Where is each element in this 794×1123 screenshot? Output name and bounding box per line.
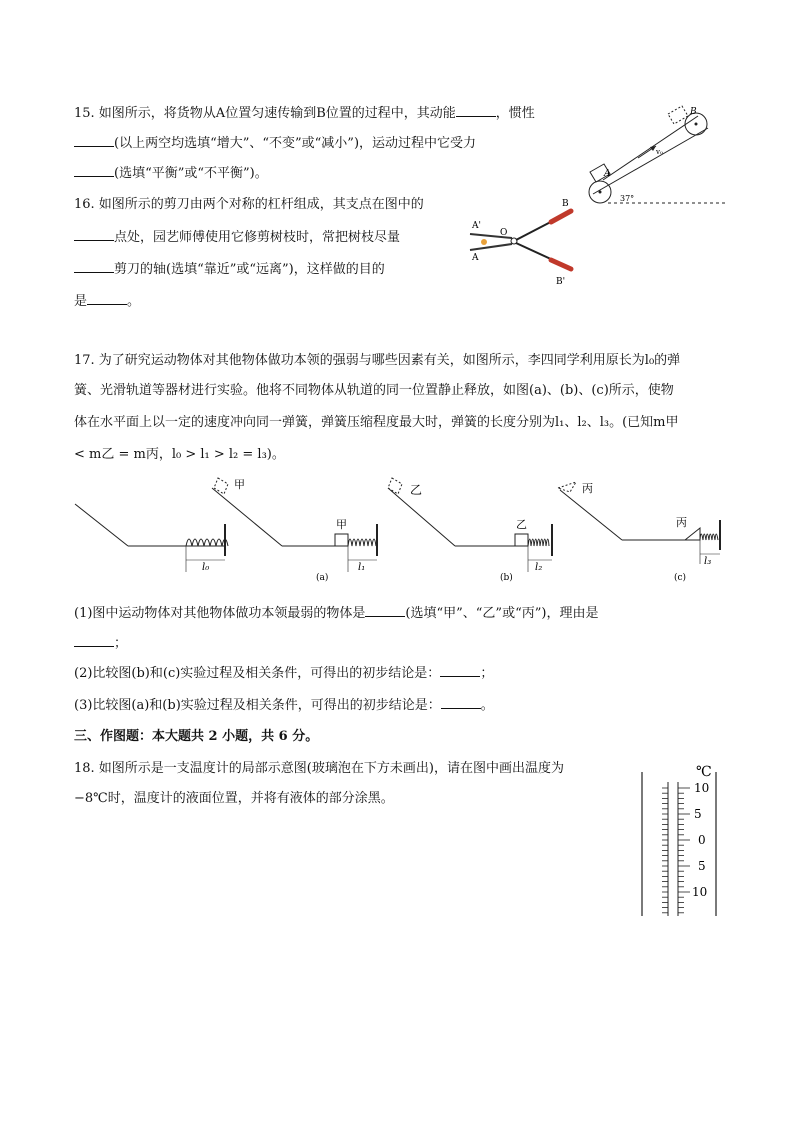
q15-blank-1[interactable] [456,104,496,117]
q17-blank-3[interactable] [440,664,480,677]
q17-line4: < m乙 = m丙，l₀ > l₁ > l₂ = l₃)。 [74,447,285,462]
label-l3: l₃ [704,556,712,567]
conveyor-angle: 37° [620,194,635,203]
q16-line4: 是 。 [74,294,141,309]
q17-line1: 17. 为了研究运动物体对其他物体做功本领的强弱与哪些因素有关，如图所示，李四同学利用原长为l₀的弹 [74,353,681,368]
label-jia-top: 甲 [234,478,245,491]
q15-line3: (选填“平衡”或“不平衡”)。 [74,164,268,183]
q17-sub3: (3)比较图(a)和(b)实验过程及相关条件，可得出的初步结论是： 。 [74,698,494,713]
tick-label-5: 5 [694,807,702,821]
q16-line2: 点处，园艺师傅使用它修剪树枝时，常把树枝尽量 [74,228,400,247]
label-l0: l₀ [202,562,210,573]
q17-blank-4[interactable] [441,696,481,709]
label-bing-top: 丙 [582,482,593,495]
label-yi-block: 乙 [516,518,527,531]
label-yi-top: 乙 [410,483,423,497]
q15-line1: 15. 如图所示，将货物从A位置匀速传输到B位置的过程中，其动能 ，惯性 [74,106,535,121]
scissors-label-a1: A' [472,221,481,231]
q15-blank-2[interactable] [74,134,114,147]
q17-sub2: (2)比较图(b)和(c)实验过程及相关条件，可得出的初步结论是： ； [74,666,494,681]
conveyor-label-v: v₀ [656,148,663,156]
q16-blank-2[interactable] [74,260,114,273]
scissors-figure [456,196,596,288]
caption-b: (b) [500,573,513,583]
label-l2: l₂ [535,562,543,573]
q15-line2: (以上两空均选填“增大”、“不变”或“减小”)，运动过程中它受力 [74,134,476,153]
scissors-label-b: B [562,199,569,209]
thermometer-unit: ℃ [696,764,712,780]
conveyor-figure [578,100,728,212]
tick-label-minus5: 5 [698,859,706,873]
q16-line1: 16. 如图所示的剪刀由两个对称的杠杆组成，其支点在图中的 [74,197,424,212]
spring-experiment-figure [70,476,730,588]
q16-line3: 剪刀的轴(选填“靠近”或“远离”)，这样做的目的 [74,260,385,279]
section3-title: 三、作图题：本大题共 2 小题，共 6 分。 [74,729,319,744]
q17-sub1-reason: ； [74,634,127,653]
scissors-label-a: A [472,253,479,263]
q17-blank-2[interactable] [74,634,114,647]
thermometer-figure[interactable] [634,760,724,920]
q17-blank-1[interactable] [365,604,405,617]
scissors-label-o: O [500,228,508,238]
conveyor-label-a: A [604,169,611,179]
thermometer-ticks [662,788,690,913]
caption-c: (c) [674,573,687,583]
scissors-label-b1: B' [556,277,566,287]
q17-line2: 簧、光滑轨道等器材进行实验。他将不同物体从轨道的同一位置静止释放，如图(a)、(b)、(c)所示，使物 [74,383,674,398]
q16-blank-3[interactable] [87,292,127,305]
q16-blank-1[interactable] [74,228,114,241]
label-l1: l₁ [358,562,366,573]
q17-sub1: (1)图中运动物体对其他物体做功本领最弱的物体是 (选填“甲”、“乙”或“丙”)，理由是 [74,606,599,621]
tick-label-minus10: 10 [692,885,708,899]
q18-line2: −8℃时，温度计的液面位置，并将有液体的部分涂黑。 [74,791,394,806]
q15-blank-3[interactable] [74,164,114,177]
caption-a: (a) [316,573,329,583]
label-jia-block: 甲 [336,518,347,531]
tick-label-10: 10 [694,781,710,795]
label-bing-block: 丙 [676,516,687,529]
conveyor-label-b: B [690,107,697,117]
q17-line3: 体在水平面上以一定的速度冲向同一弹簧，弹簧压缩程度最大时，弹簧的长度分别为l₁、l₂、l₃。(已知m甲 [74,415,679,430]
q18-line1: 18. 如图所示是一支温度计的局部示意图(玻璃泡在下方未画出)，请在图中画出温度为 [74,761,564,776]
tick-label-0: 0 [698,833,706,847]
